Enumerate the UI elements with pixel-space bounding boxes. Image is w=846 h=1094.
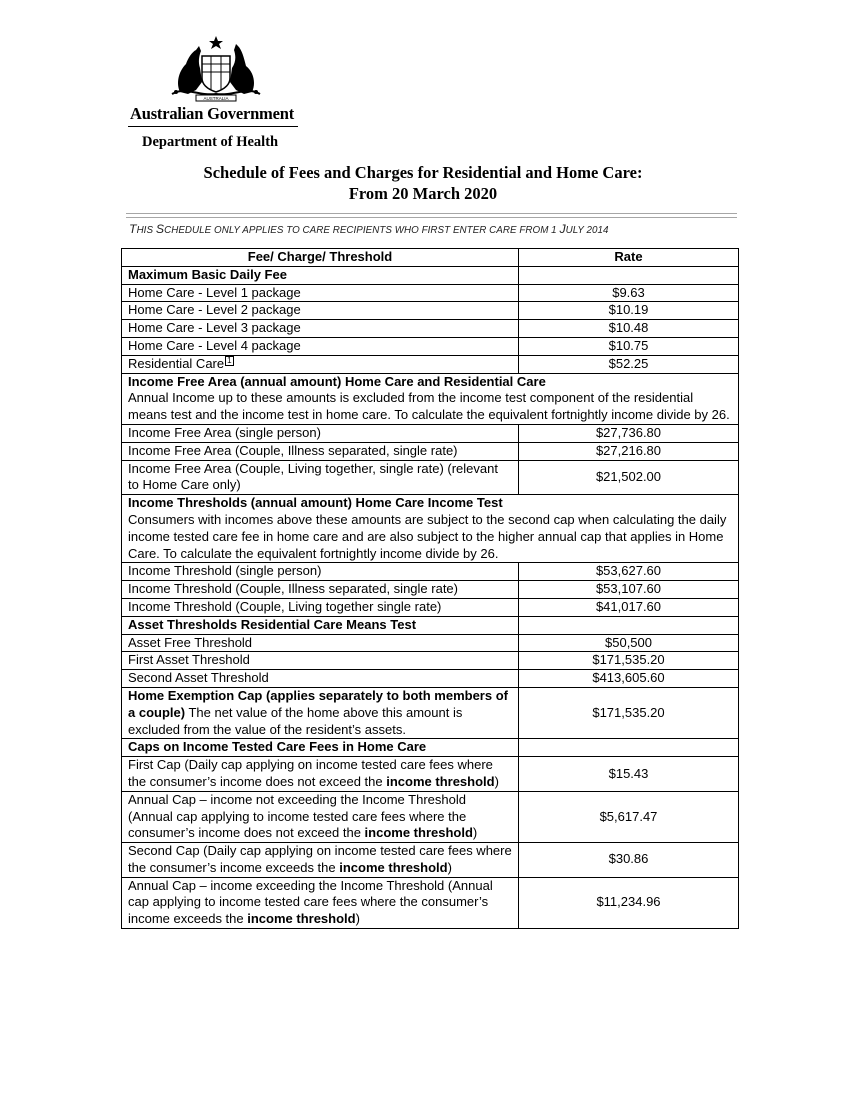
cap-description: Annual Cap – income exceeding the Income Threshold (Annual cap applying to income tested care fees where the consumer’s income exceeds the income threshold) [122,877,519,928]
cap-description: First Cap (Daily cap applying on income tested care fees where the consumer’s income does not exceed the income threshold) [122,757,519,792]
table-row [122,563,739,581]
fee-rate: $41,017.60 [519,598,739,616]
section-heading: Income Free Area (annual amount) Home Care and Residential Care [128,373,546,389]
section-block [122,495,739,563]
table-row [122,877,739,928]
fee-rate: $53,627.60 [519,563,739,581]
fee-label-with-note [122,355,519,373]
fee-label: Asset Free Threshold [122,634,519,652]
table-row [122,791,739,842]
fee-rate: $27,736.80 [519,424,739,442]
fee-label: Home Care - Level 4 package [122,337,519,355]
section-heading-row [122,739,739,757]
fee-rate: $5,617.47 [519,791,739,842]
cap-description: Second Cap (Daily cap applying on income tested care fees where the consumer’s income exceeds the income threshold) [122,843,519,878]
fee-rate: $30.86 [519,843,739,878]
government-name: Australian Government [130,104,294,123]
section-heading: Asset Thresholds Residential Care Means Test [122,616,519,634]
department-name: Department of Health [142,134,279,150]
table-row [122,670,739,688]
fee-rate: $21,502.00 [519,460,739,495]
section-heading-row [122,616,739,634]
fee-rate: $50,500 [519,634,739,652]
fee-label: Home Care - Level 1 package [122,284,519,302]
home-exemption-text: The net value of the home above this amount is excluded from the value of the resident’s assets. [128,704,463,737]
title-line-1: Schedule of Fees and Charges for Residential and Home Care: [203,163,643,182]
home-exemption-heading: Home Exemption Cap (applies separately to both members of a couple) [128,687,508,720]
title-divider [126,213,737,218]
table-row [122,424,739,442]
cap-description: Annual Cap – income not exceeding the Income Threshold (Annual cap applying to income tested care fees where the consumer’s income does not exceed the income threshold) [122,791,519,842]
fee-rate: $413,605.60 [519,670,739,688]
fee-label: Income Threshold (Couple, Living together single rate) [122,598,519,616]
home-exemption-cell [122,687,519,738]
fee-rate: $11,234.96 [519,877,739,928]
table-row [122,843,739,878]
fee-label: Second Asset Threshold [122,670,519,688]
column-header-fee: Fee/ Charge/ Threshold [122,249,519,267]
fee-label: Home Care - Level 3 package [122,320,519,338]
table-row [122,634,739,652]
footnote-marker[interactable]: 1 [227,355,232,365]
table-row [122,460,739,495]
document-title [0,162,846,204]
fee-rate: $10.75 [519,337,739,355]
fee-rate: $53,107.60 [519,581,739,599]
fee-rate: $9.63 [519,284,739,302]
column-header-rate: Rate [519,249,739,267]
table-row [122,284,739,302]
fee-rate: $52.25 [519,355,739,373]
section-heading: Maximum Basic Daily Fee [122,266,519,284]
section-description: Annual Income up to these amounts is excluded from the income test component of the residential means test and the income test in home care. To calculate the equivalent fortnightly income divide by 26. [128,390,730,423]
fee-label: Income Threshold (Couple, Illness separated, single rate) [122,581,519,599]
fee-label: Residential Care [128,355,225,371]
fee-label: Income Free Area (Couple, Illness separated, single rate) [122,442,519,460]
section-block [122,373,739,424]
section-heading-row [122,495,739,563]
fee-label: Income Free Area (single person) [122,424,519,442]
fees-table [121,248,739,929]
table-row [122,355,739,373]
section-heading: Income Thresholds (annual amount) Home Care Income Test [128,495,503,511]
section-heading: Caps on Income Tested Care Fees in Home Care [122,739,519,757]
table-row [122,598,739,616]
table-row [122,320,739,338]
table-row [122,337,739,355]
crest-banner-text: AUSTRALIA [203,96,229,101]
fee-rate: $27,216.80 [519,442,739,460]
applicability-notice: THIS SCHEDULE ONLY APPLIES TO CARE RECIPIENTS WHO FIRST ENTER CARE FROM 1 JULY 2014 [129,222,609,236]
fee-rate: $15.43 [519,757,739,792]
header-rule [128,126,298,127]
table-row [122,652,739,670]
coat-of-arms-logo [166,34,266,104]
table-row [122,442,739,460]
fee-label: Income Free Area (Couple, Living together, single rate) (relevant to Home Care only) [122,460,519,495]
table-row [122,581,739,599]
table-row [122,302,739,320]
fee-rate: $171,535.20 [519,652,739,670]
table-row [122,757,739,792]
section-heading-row [122,266,739,284]
title-line-2: From 20 March 2020 [348,184,498,203]
fee-rate: $10.48 [519,320,739,338]
fee-rate: $171,535.20 [519,687,739,738]
fee-label: First Asset Threshold [122,652,519,670]
fee-label: Income Threshold (single person) [122,563,519,581]
section-heading-row [122,373,739,424]
section-description: Consumers with incomes above these amounts are subject to the second cap when calculating the daily income tested care fee in home care and are also subject to the higher annual cap that applies in Home Care. To calculate the equivalent fortnightly income divide by 26. [128,511,727,561]
table-row [122,687,739,738]
table-header-row [122,249,739,267]
fee-label: Home Care - Level 2 package [122,302,519,320]
fee-rate: $10.19 [519,302,739,320]
